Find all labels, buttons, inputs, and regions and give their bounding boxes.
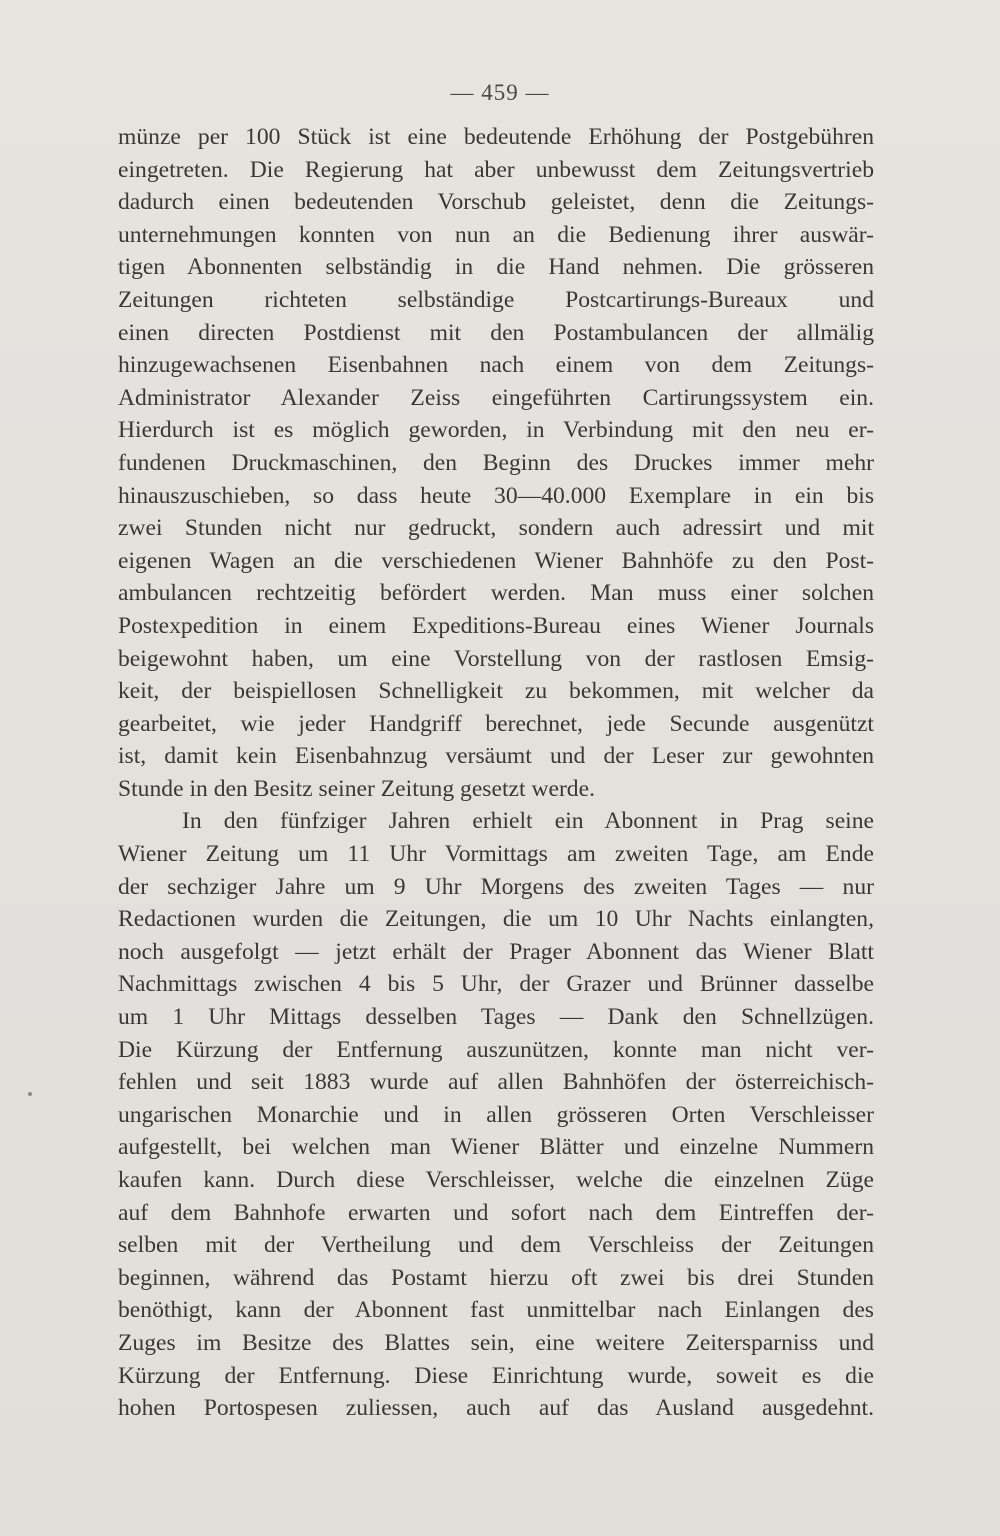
text-line: eingetreten. Die Regierung hat aber unbewusst dem Zeitungsvertrieb [118,156,874,183]
text-line: einen directen Postdienst mit den Postambulancen der allmälig [118,319,874,346]
text-line: hohen Portospesen zuliessen, auch auf das Ausland ausgedehnt. [118,1395,874,1422]
text-line: Wiener Zeitung um 11 Uhr Vormittags am zweiten Tage, am Ende [118,841,874,868]
text-line: fundenen Druckmaschinen, den Beginn des Druckes immer mehr [118,449,874,476]
text-line: benöthigt, kann der Abonnent fast unmittelbar nach Einlangen des [118,1297,874,1324]
text-line: eigenen Wagen an die verschiedenen Wiener Bahnhöfe zu den Post- [118,547,874,574]
text-line: Hierdurch ist es möglich geworden, in Verbindung mit den neu er- [118,417,874,444]
text-line: fehlen und seit 1883 wurde auf allen Bahnhöfen der österreichisch- [118,1069,874,1096]
text-line: keit, der beispiellosen Schnelligkeit zu bekommen, mit welcher da [118,678,874,705]
paragraph-start-line: In den fünfziger Jahren erhielt ein Abonnent in Prag seine [182,808,874,835]
text-line: aufgestellt, bei welchen man Wiener Blätter und einzelne Nummern [118,1134,874,1161]
text-line: noch ausgefolgt — jetzt erhält der Prager Abonnent das Wiener Blatt [118,938,874,965]
page-number: — 459 — [450,80,550,105]
text-line: beginnen, während das Postamt hierzu oft zwei bis drei Stunden [118,1264,874,1291]
body-text [118,121,874,1425]
text-line: der sechziger Jahre um 9 Uhr Morgens des zweiten Tages — nur [118,873,874,900]
text-line: zwei Stunden nicht nur gedruckt, sondern auch adressirt und mit [118,515,874,542]
text-line: unternehmungen konnten von nun an die Bedienung ihrer auswär- [118,221,874,248]
text-line: ambulancen rechtzeitig befördert werden. Man muss einer solchen [118,580,874,607]
text-line: auf dem Bahnhofe erwarten und sofort nach dem Eintreffen der- [118,1199,874,1226]
text-line: Administrator Alexander Zeiss eingeführten Cartirungssystem ein. [118,384,874,411]
text-line: Die Kürzung der Entfernung auszunützen, konnte man nicht ver- [118,1036,874,1063]
text-line: selben mit der Vertheilung und dem Verschleiss der Zeitungen [118,1232,874,1259]
text-line: Zeitungen richteten selbständige Postcartirungs-Bureaux und [118,286,874,313]
text-line: dadurch einen bedeutenden Vorschub geleistet, denn die Zeitungs- [118,189,874,216]
text-line: hinzugewachsenen Eisenbahnen nach einem von dem Zeitungs- [118,352,874,379]
text-line: kaufen kann. Durch diese Verschleisser, welche die einzelnen Züge [118,1167,874,1193]
text-line: Kürzung der Entfernung. Diese Einrichtung wurde, soweit es die [118,1362,874,1389]
paragraph-end-line: Stunde in den Besitz seiner Zeitung gesetzt werde. [118,775,595,802]
text-line: tigen Abonnenten selbständig in die Hand nehmen. Die grösseren [118,254,874,281]
text-line: beigewohnt haben, um eine Vorstellung von der rastlosen Emsig- [118,645,874,672]
text-line: münze per 100 Stück ist eine bedeutende Erhöhung der Postgebühren [118,124,874,150]
text-line: um 1 Uhr Mittags desselben Tages — Dank den Schnellzügen. [118,1004,874,1031]
text-line: hinauszuschieben, so dass heute 30—40.000 Exemplare in ein bis [118,482,874,509]
text-line: ungarischen Monarchie und in allen grösseren Orten Verschleisser [118,1101,874,1128]
text-line: gearbeitet, wie jeder Handgriff berechnet, jede Secunde ausgenützt [118,710,874,737]
text-line: Redactionen wurden die Zeitungen, die um 10 Uhr Nachts einlangten, [118,906,874,933]
text-line: ist, damit kein Eisenbahnzug versäumt und der Leser zur gewohnten [118,743,874,770]
text-line: Zuges im Besitze des Blattes sein, eine weitere Zeitersparniss und [118,1329,874,1356]
text-line: Nachmittags zwischen 4 bis 5 Uhr, der Grazer und Brünner dasselbe [118,971,874,998]
margin-speck [28,1092,32,1096]
text-line: Postexpedition in einem Expeditions-Bureau eines Wiener Journals [118,612,874,639]
